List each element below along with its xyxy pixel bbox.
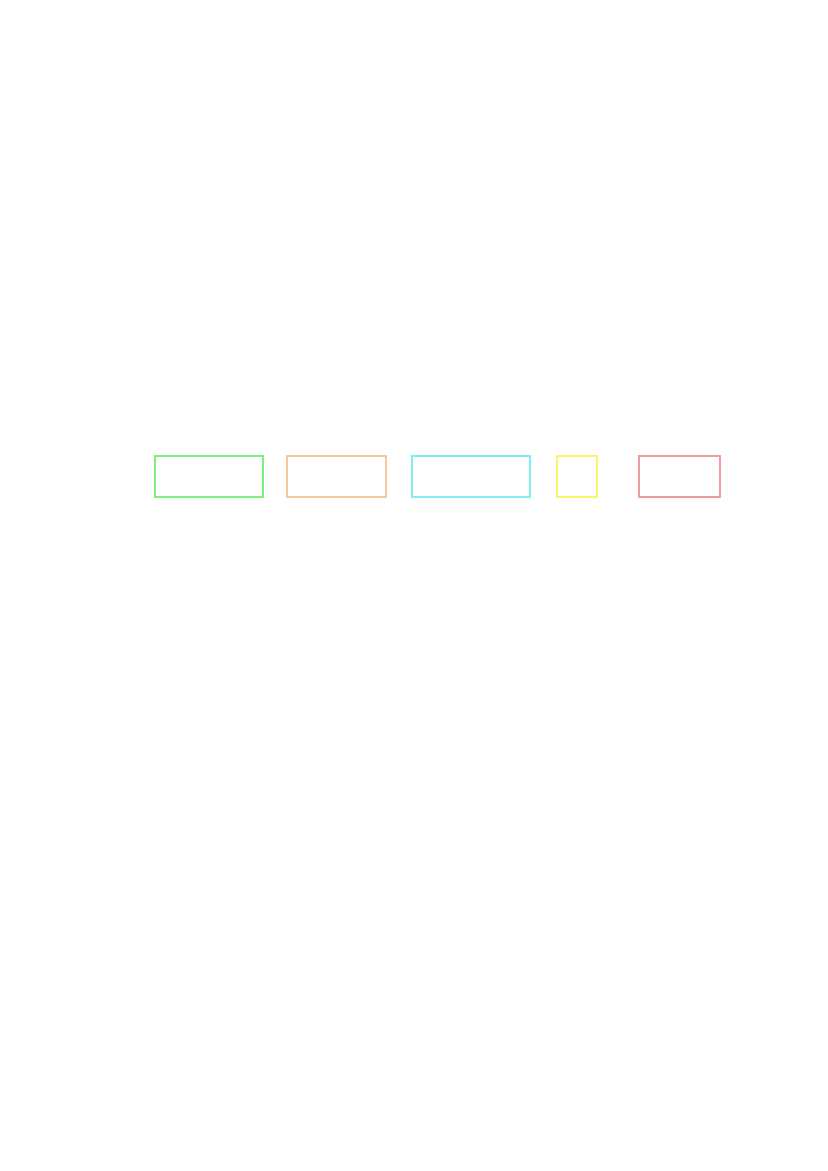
pre-mrna-strand-graphic: [0, 545, 828, 605]
splicing-diagram: [0, 440, 828, 640]
dna-helix-graphic: [0, 440, 828, 520]
